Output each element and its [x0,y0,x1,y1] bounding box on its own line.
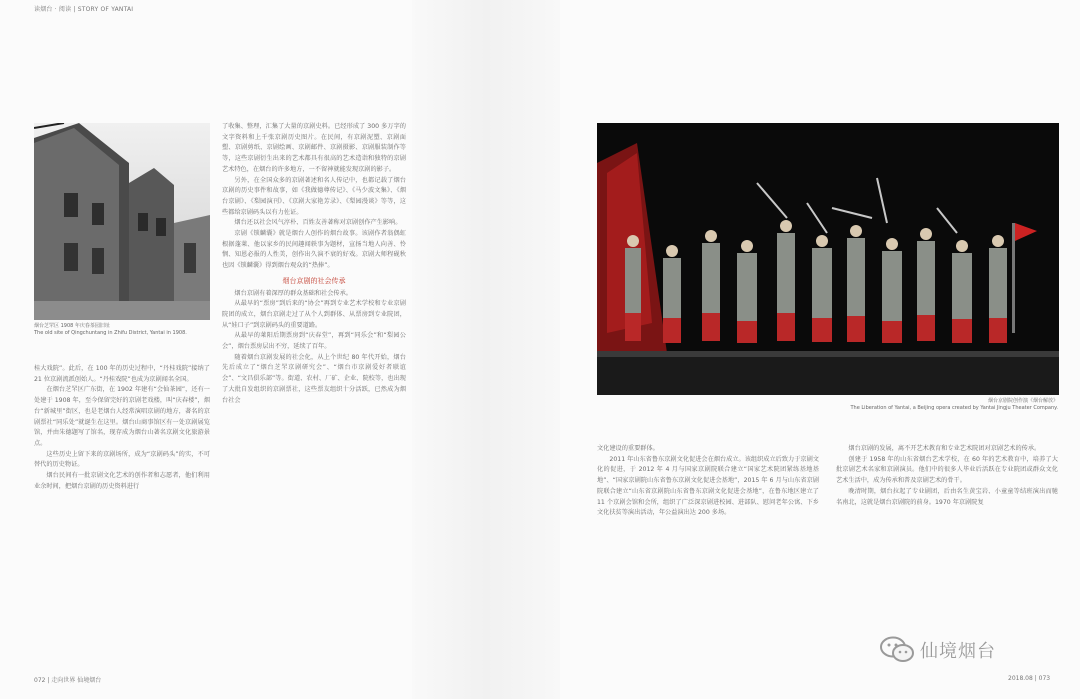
paragraph: 烟台还以社会风气淳朴、百姓友善著称对京剧创作产生影响。 [234,219,402,227]
paragraph: 桂大戏院”。此后，在 100 年的历史过程中，“丹桂戏院”接纳了 21 位京剧流派创始人。“丹桂戏院”也成为京剧闻名全国。 [34,365,210,383]
section-title: 烟台京剧的社会传承 [282,276,346,285]
left-column-1 [34,364,210,492]
right-column-2 [836,444,1058,508]
paragraph: 这些历史上留下来的京剧场所，成为“京剧码头”的实，不可替代的历史物证。 [34,450,210,469]
right-column-1 [597,444,819,519]
paragraph: 文化建设的重要群体。 [597,445,659,452]
right-caption-cn: 烟台京剧院创作演《烟台解放》 [987,398,1058,404]
paragraph: 创建于 1958 年的山东省烟台艺术学校，在 60 年的艺术教育中，培养了大批京剧艺术名家和京剧演员。他们中的很多人毕业后活跃在专业院团或群众文化艺术生活中，成为传承和普及京剧艺术的骨干。 [836,455,1058,485]
left-column-2 [222,122,406,406]
old-theater-photo [34,123,210,320]
paragraph: 2011 年山东省鲁东京剧文化促进会在烟台成立。该组织成立后致力于京剧文化的促进，于 2012 年 4 月与国家京剧院联合建立“国家艺术院团紧练基地基地”、“国家京剧院山东省鲁东京剧文化促进会基地”，2015 年 6 月与山东省京剧院联合建立“山东省京剧院山东省鲁东京剧文化促进会基地”，在鲁东地区建立了 11 个京剧会馆和会所，组织了广泛深京剧进校园、进部队、慰问老年公寓、下乡文化扶贫等演出活动，年公益演出达 200 多场。 [597,455,819,517]
opera-stage-illustration [597,123,1059,395]
right-caption-en: The Liberation of Yantai, a Beijing opera created by Yantai Jingju Theater Company. [850,405,1058,411]
paragraph: 另外，在全国众多的京剧著述和名人传记中，也都记载了烟台京剧的历史事件和故事，如《我做德尊传记》、《马少波文集》、《烟台京剧》、《梨园演刊》、《京剧大家艳芳录》、《梨园漫谈》等等，这些都给京剧码头以有力佐证。 [222,176,406,216]
right-folio: 2018.08 | 073 [1008,675,1051,682]
opera-stage-photo [597,123,1059,395]
running-header: 读烟台 · 阅读 | STORY OF YANTAI [34,6,134,13]
paragraph: 京剧《锁麟囊》就是烟台人创作的烟台故事。该剧作者翁偶虹根据蓬莱、他以家乡的民间趣闻轶事为题材，宣扬当地人向善、怜悯、知恩必报的人性美，创作出久演不衰的好戏。京剧大师程砚秋也因《锁麟囊》得到烟台观众的“热捧”。 [222,230,406,270]
right-photo-caption [600,398,1058,412]
paragraph: 从最早的“票房”到后来的“协会”再到专业艺术学校和专业京剧院团的成立，烟台京剧走过了从个人到群体、从票房到专业院团，从“娃口子”到京剧码头的重要道路。 [222,300,406,329]
old-theater-illustration [34,123,210,320]
left-caption-cn: 烟台芝罘区 1908 年庆春茶园旧址 [34,323,110,329]
watermark-text: 仙境烟台 [920,641,996,662]
paragraph: 烟台京剧有着深厚的群众基础和社会传承。 [234,289,352,297]
paragraph: 晚清时期，烟台拉起了专业剧团，后由名生黄宝岩、小童童等结班演出而驰名南北，这就是烟台京剧院的前身。1970 年京剧院复 [836,487,1058,506]
paragraph: 在烟台芝罘区广东街，在 1902 年建有“会仙茶园”，还有一处建于 1908 年，至今保留完好的京剧老戏楼，叫“庆春楼”，烟台“新城里”街区，也是老烟台人经常演唱京剧的地方，著名的京剧票社“同乐处”就诞生在这里。烟台山商事馆区有一处京剧展览馆，并由朱德题写了馆名，现存成为烟台山著名京剧文化旅游景点。 [34,386,210,447]
paragraph: 烟台民间有一批京剧文化艺术的创作者和志愿者，他们利用业余时间，把烟台京剧的历史资料进行 [34,472,210,490]
left-caption-en: The old site of Qingchuntang in Zhifu District, Yantai in 1908. [34,330,187,336]
paragraph: 从最早的莱阳后期票房到“庆春堂”，再到“同乐会”和“梨园公会”，烟台票房层出不穷，延续了百年。 [222,332,406,351]
left-photo-caption [34,323,214,337]
wechat-watermark [880,636,996,664]
paragraph: 随着烟台京剧发展的社会化，从上个世纪 80 年代开始，烟台先后成立了“烟台芝罘京剧研究会”、“烟台市京剧爱好者联谊会”、“文昌俱乐部”等。街道、农村、厂矿、企业、院校等，也出现了大批自发组织的京剧票社，这些票友组织十分活跃，已然成为烟台社会 [222,353,406,404]
page-gutter [412,0,560,699]
left-folio: 072 | 走向世界 仙境烟台 [34,677,102,684]
paragraph: 烟台京剧的发展，离不开艺术教育和专业艺术院团对京剧艺术的传承。 [848,445,1041,452]
wechat-icon [880,636,914,664]
paragraph: 了收集、整理，汇集了大量的京剧史料。已经形成了 300 多万字的文字资料和上千张京剧历史图片。在民间，有京剧泥塑、京剧面塑、京剧剪纸、京剧绘画、京剧邮件、京剧摄影、京剧服装制作等等，这些京剧衍生出来的艺术都具有很高的艺术造诣和独特的京剧艺术特色，在烟台的许多地方，一不留神就能发现京剧的影子。 [222,123,406,173]
